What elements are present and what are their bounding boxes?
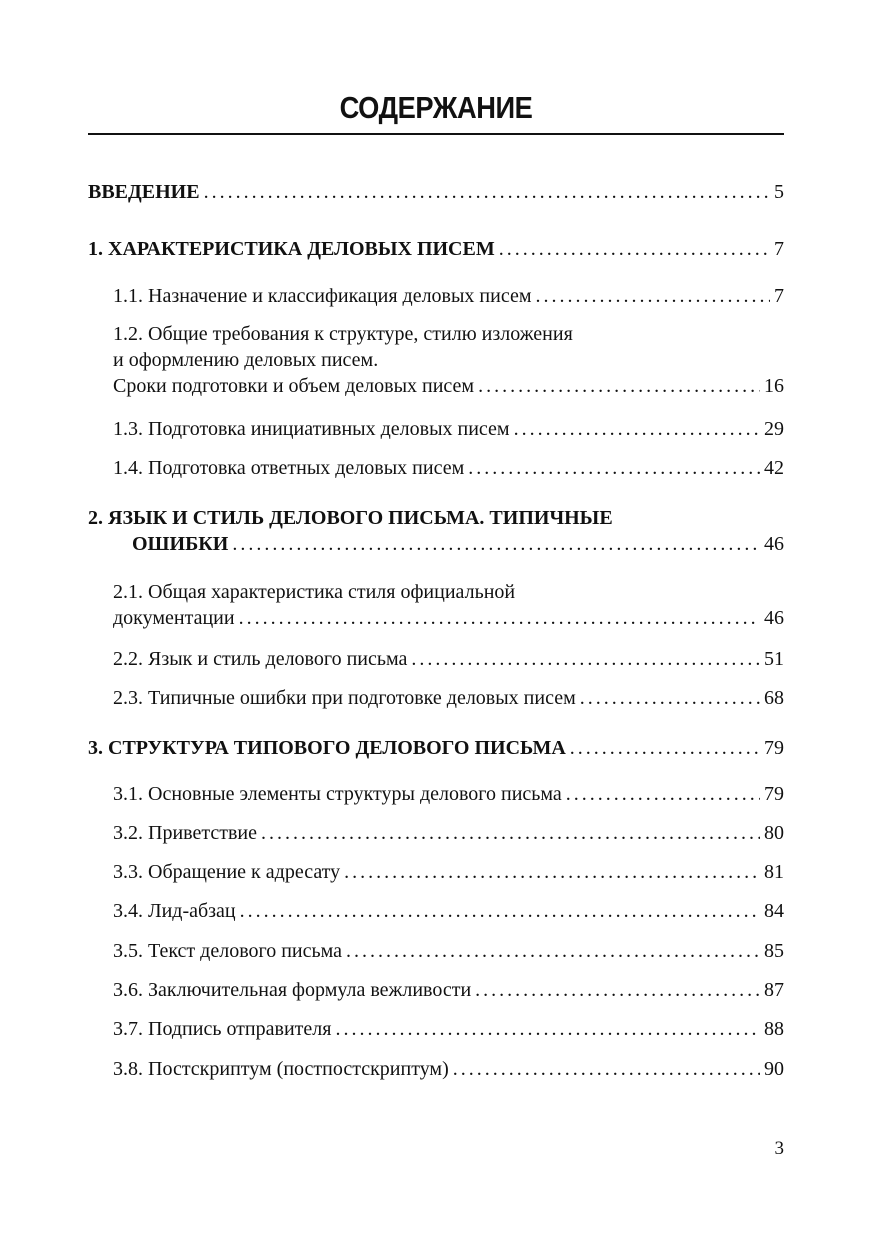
toc-section-2-1[interactable] [113, 579, 784, 631]
toc-entry-page: 81 [764, 861, 784, 883]
toc-entry-intro[interactable] [88, 179, 784, 205]
leader-dots [475, 977, 760, 1003]
toc-entry-label: 3.8. Постскриптум (постпостскриптум) [113, 1058, 449, 1080]
toc-section-1-3[interactable] [113, 416, 784, 442]
toc-section-1-2[interactable] [113, 321, 784, 399]
toc-entry-page: 51 [764, 648, 784, 670]
leader-dots [453, 1056, 760, 1082]
toc-entry-label: 3.2. Приветствие [113, 822, 257, 844]
toc-entry-page: 84 [764, 900, 784, 922]
toc-entry-page: 85 [764, 940, 784, 962]
toc-entry-label: 1.1. Назначение и классификация деловых писем [113, 285, 532, 307]
toc-entry-label-line: ОШИБКИ [132, 533, 229, 555]
toc-entry-page: 7 [774, 285, 784, 307]
toc-entry-label: 3.5. Текст делового письма [113, 940, 343, 962]
title-rule [88, 133, 784, 135]
toc-entry-page: 79 [764, 737, 784, 759]
page-number: 3 [774, 1138, 784, 1159]
toc-section-3-7[interactable] [113, 1016, 784, 1042]
leader-dots [514, 416, 760, 442]
toc-section-3-6[interactable] [113, 977, 784, 1003]
toc-entry-page: 42 [764, 457, 784, 479]
toc-entry-label: 3.3. Обращение к адресату [113, 861, 341, 883]
leader-dots [411, 646, 760, 672]
leader-dots [346, 938, 760, 964]
leader-dots [468, 455, 760, 481]
leader-dots [239, 605, 760, 631]
toc-chapter-2[interactable] [88, 505, 784, 557]
leader-dots [232, 531, 760, 557]
toc-section-3-8[interactable] [113, 1056, 784, 1082]
toc-entry-label-line: документации [113, 607, 235, 629]
leader-dots [478, 373, 760, 399]
toc-entry-label: 3.4. Лид-абзац [113, 900, 236, 922]
toc-entry-label: 2.3. Типичные ошибки при подготовке деловых писем [113, 687, 576, 709]
toc-entry-label-line: 2.1. Общая характеристика стиля официальной [113, 581, 516, 603]
leader-dots [261, 820, 760, 846]
toc-entry-label: 1.4. Подготовка ответных деловых писем [113, 457, 465, 479]
toc-entry-label: ВВЕДЕНИЕ [88, 181, 200, 203]
leader-dots [499, 236, 770, 262]
toc-entry-page: 46 [764, 533, 784, 555]
toc-entry-page: 90 [764, 1058, 784, 1080]
toc-section-3-4[interactable] [113, 898, 784, 924]
toc-entry-page: 16 [764, 375, 784, 397]
toc-entry-page: 87 [764, 979, 784, 1001]
toc-section-1-1[interactable] [113, 283, 784, 309]
toc-entry-label: 2.2. Язык и стиль делового письма [113, 648, 408, 670]
leader-dots [335, 1016, 760, 1042]
toc-section-3-3[interactable] [113, 859, 784, 885]
toc-entry-page: 7 [774, 238, 784, 260]
toc-section-3-5[interactable] [113, 938, 784, 964]
toc-entry-label: 1. ХАРАКТЕРИСТИКА ДЕЛОВЫХ ПИСЕМ [88, 238, 495, 260]
toc-entry-label: 3.7. Подпись отправителя [113, 1018, 332, 1040]
toc-entry-page: 79 [764, 783, 784, 805]
toc-entry-label-line: 2. ЯЗЫК И СТИЛЬ ДЕЛОВОГО ПИСЬМА. ТИПИЧНЫЕ [88, 507, 613, 529]
toc-entry-label-line: Сроки подготовки и объем деловых писем [113, 375, 475, 397]
toc-section-3-1[interactable] [113, 781, 784, 807]
toc-entry-label-line: 1.2. Общие требования к структуре, стилю изложения [113, 323, 573, 345]
leader-dots [536, 283, 771, 309]
toc-section-1-4[interactable] [113, 455, 784, 481]
leader-dots [344, 859, 760, 885]
toc-entry-label-line: и оформлению деловых писем. [113, 349, 379, 371]
toc-chapter-1[interactable] [88, 236, 784, 262]
page-title: СОДЕРЖАНИЕ [339, 90, 533, 125]
toc-entry-label: 3.1. Основные элементы структуры делового письма [113, 783, 562, 805]
toc-entry-page: 88 [764, 1018, 784, 1040]
toc-entry-page: 46 [764, 607, 784, 629]
toc-chapter-3[interactable] [88, 735, 784, 761]
leader-dots [204, 179, 770, 205]
toc-entry-page: 29 [764, 418, 784, 440]
leader-dots [570, 735, 760, 761]
leader-dots [580, 685, 760, 711]
toc-entry-label: 3.6. Заключительная формула вежливости [113, 979, 472, 1001]
toc-entry-page: 68 [764, 687, 784, 709]
toc-section-2-2[interactable] [113, 646, 784, 672]
toc-entry-label: 3. СТРУКТУРА ТИПОВОГО ДЕЛОВОГО ПИСЬМА [88, 737, 566, 759]
toc-entry-page: 5 [774, 181, 784, 203]
leader-dots [566, 781, 760, 807]
toc-entry-label: 1.3. Подготовка инициативных деловых писем [113, 418, 510, 440]
toc-entry-page: 80 [764, 822, 784, 844]
leader-dots [240, 898, 760, 924]
toc-section-2-3[interactable] [113, 685, 784, 711]
toc-section-3-2[interactable] [113, 820, 784, 846]
